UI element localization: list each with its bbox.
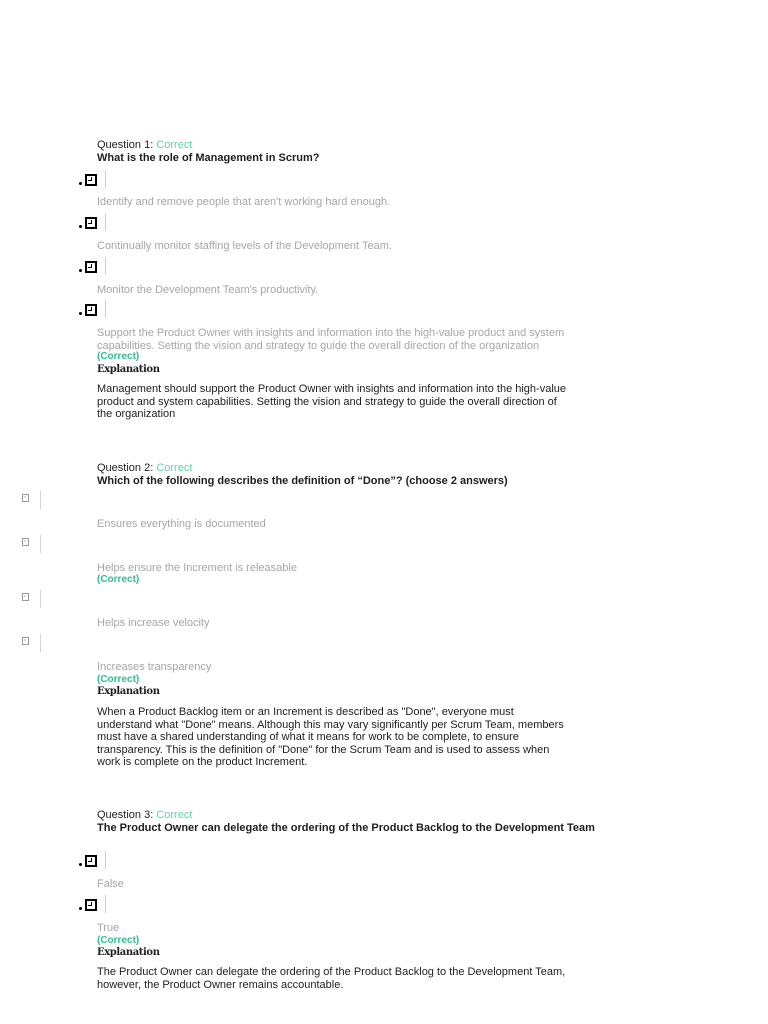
q3-option-2: True	[97, 922, 120, 934]
q1-option-2: Continually monitor staffing levels of the Development Team.	[97, 240, 392, 252]
question-3-header	[97, 809, 192, 822]
question-1-header	[97, 139, 192, 152]
checkbox[interactable]	[20, 491, 46, 511]
q1-explanation-label: Explanation	[97, 364, 160, 375]
question-2-header	[97, 462, 192, 475]
q1-option-4: Support the Product Owner with insights and information into the high-value product and system capabilities. Setting the vision and strategy to guide the overall direction of the organization	[97, 327, 565, 352]
q1-explanation-text: Management should support the Product Owner with insights and information into the high-value product and system capabilities. Setting the vision and strategy to guide the overall direction of the organization	[97, 383, 566, 420]
question-2-label: Question 2:	[97, 462, 157, 474]
question-1-text: What is the role of Management in Scrum?	[97, 152, 320, 164]
checkbox[interactable]	[20, 590, 46, 610]
question-2-status: Correct	[156, 462, 193, 474]
q2-explanation-label: Explanation	[97, 686, 160, 697]
q2-correct-tag-b: (Correct)	[97, 674, 140, 685]
q2-explanation-text: When a Product Backlog item or an Increment is described as "Done", everyone must understand what "Done" means. Although this may vary significantly per Scrum Team, members must have a shared understanding of what it means for work to be complete, to ensure transparency. This is the definition of "Done" for the Scrum Team and is used to assess when work is complete on the product Increment.	[97, 706, 564, 768]
q3-correct-tag: (Correct)	[97, 935, 140, 946]
radio-button[interactable]	[79, 213, 109, 233]
question-3-text: The Product Owner can delegate the ordering of the Product Backlog to the Development Team	[97, 822, 595, 834]
q1-correct-tag: (Correct)	[97, 351, 140, 362]
question-1-label: Question 1:	[97, 139, 157, 151]
q3-option-1: False	[97, 878, 124, 890]
q3-explanation-label: Explanation	[97, 947, 160, 958]
radio-button[interactable]	[79, 300, 109, 320]
q2-option-1: Ensures everything is documented	[97, 518, 266, 530]
q2-option-2: Helps ensure the Increment is releasable	[97, 562, 297, 574]
question-1-status: Correct	[156, 139, 193, 151]
q1-option-3: Monitor the Development Team's productivity.	[97, 284, 319, 296]
radio-button[interactable]	[79, 170, 109, 190]
radio-button[interactable]	[79, 895, 109, 915]
question-3-label: Question 3:	[97, 809, 157, 821]
question-3-status: Correct	[156, 809, 193, 821]
question-2-text: Which of the following describes the definition of “Done”? (choose 2 answers)	[97, 475, 508, 487]
checkbox[interactable]	[20, 634, 46, 654]
q2-option-3: Helps increase velocity	[97, 617, 210, 629]
q2-correct-tag-a: (Correct)	[97, 574, 140, 585]
q2-option-4: Increases transparency	[97, 661, 212, 673]
q3-explanation-text: The Product Owner can delegate the ordering of the Product Backlog to the Development Team, however, the Product Owner remains accountable.	[97, 966, 566, 991]
checkbox[interactable]	[20, 535, 46, 555]
radio-button[interactable]	[79, 257, 109, 277]
radio-button[interactable]	[79, 851, 109, 871]
q1-option-1: Identify and remove people that aren't working hard enough.	[97, 196, 391, 208]
